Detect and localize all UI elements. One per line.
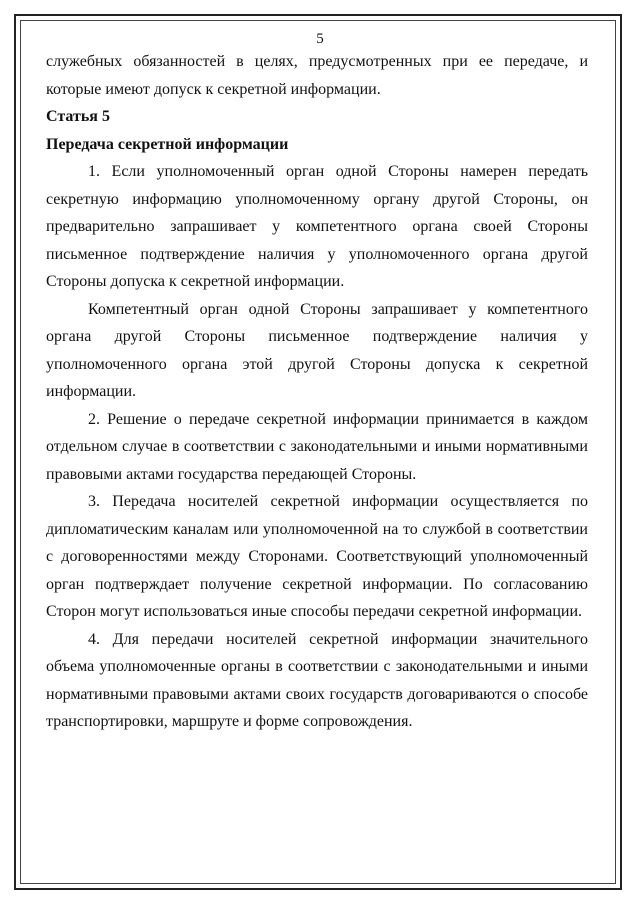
paragraph-continuation: служебных обязанностей в целях, предусмотренных при ее передаче, и которые имеют допуск к секретной информации. [46, 53, 588, 98]
document-body [46, 48, 588, 736]
paragraph-clause-3: 3. Передача носителей секретной информации осуществляется по дипломатическим каналам или уполномоченной на то службой в соответствии с договоренностями между Сторонами. Соответствующий уполномоченный орган подтверждает получение секретной информации. По согласованию Сторон могут использоваться иные способы передачи секретной информации. [46, 493, 588, 620]
paragraph-clause-2: 2. Решение о передаче секретной информации принимается в каждом отдельном случае в соответствии с законодательными и иными нормативными правовыми актами государства передающей Стороны. [46, 410, 588, 483]
paragraph-clause-1-continued: Компетентный орган одной Стороны запрашивает у компетентного органа другой Стороны письменное подтверждение наличия у уполномоченного органа этой другой Стороны допуска к секретной информации. [46, 300, 588, 400]
paragraph-clause-4: 4. Для передачи носителей секретной информации значительного объема уполномоченные органы в соответствии с законодательными и иными нормативными правовыми актами своих государств договариваются о способе транспортировки, маршруте и форме сопровождения. [46, 630, 588, 730]
article-number: Статья 5 [46, 108, 110, 125]
paragraph-clause-1: 1. Если уполномоченный орган одной Стороны намерен передать секретную информацию уполномоченному органу другой Стороны, он предварительно запрашивает у компетентного органа своей Стороны письменное подтверждение наличия у уполномоченного органа другой Стороны допуска к секретной информации. [46, 163, 588, 290]
article-title: Передача секретной информации [46, 135, 289, 153]
page-number: 5 [316, 31, 324, 47]
